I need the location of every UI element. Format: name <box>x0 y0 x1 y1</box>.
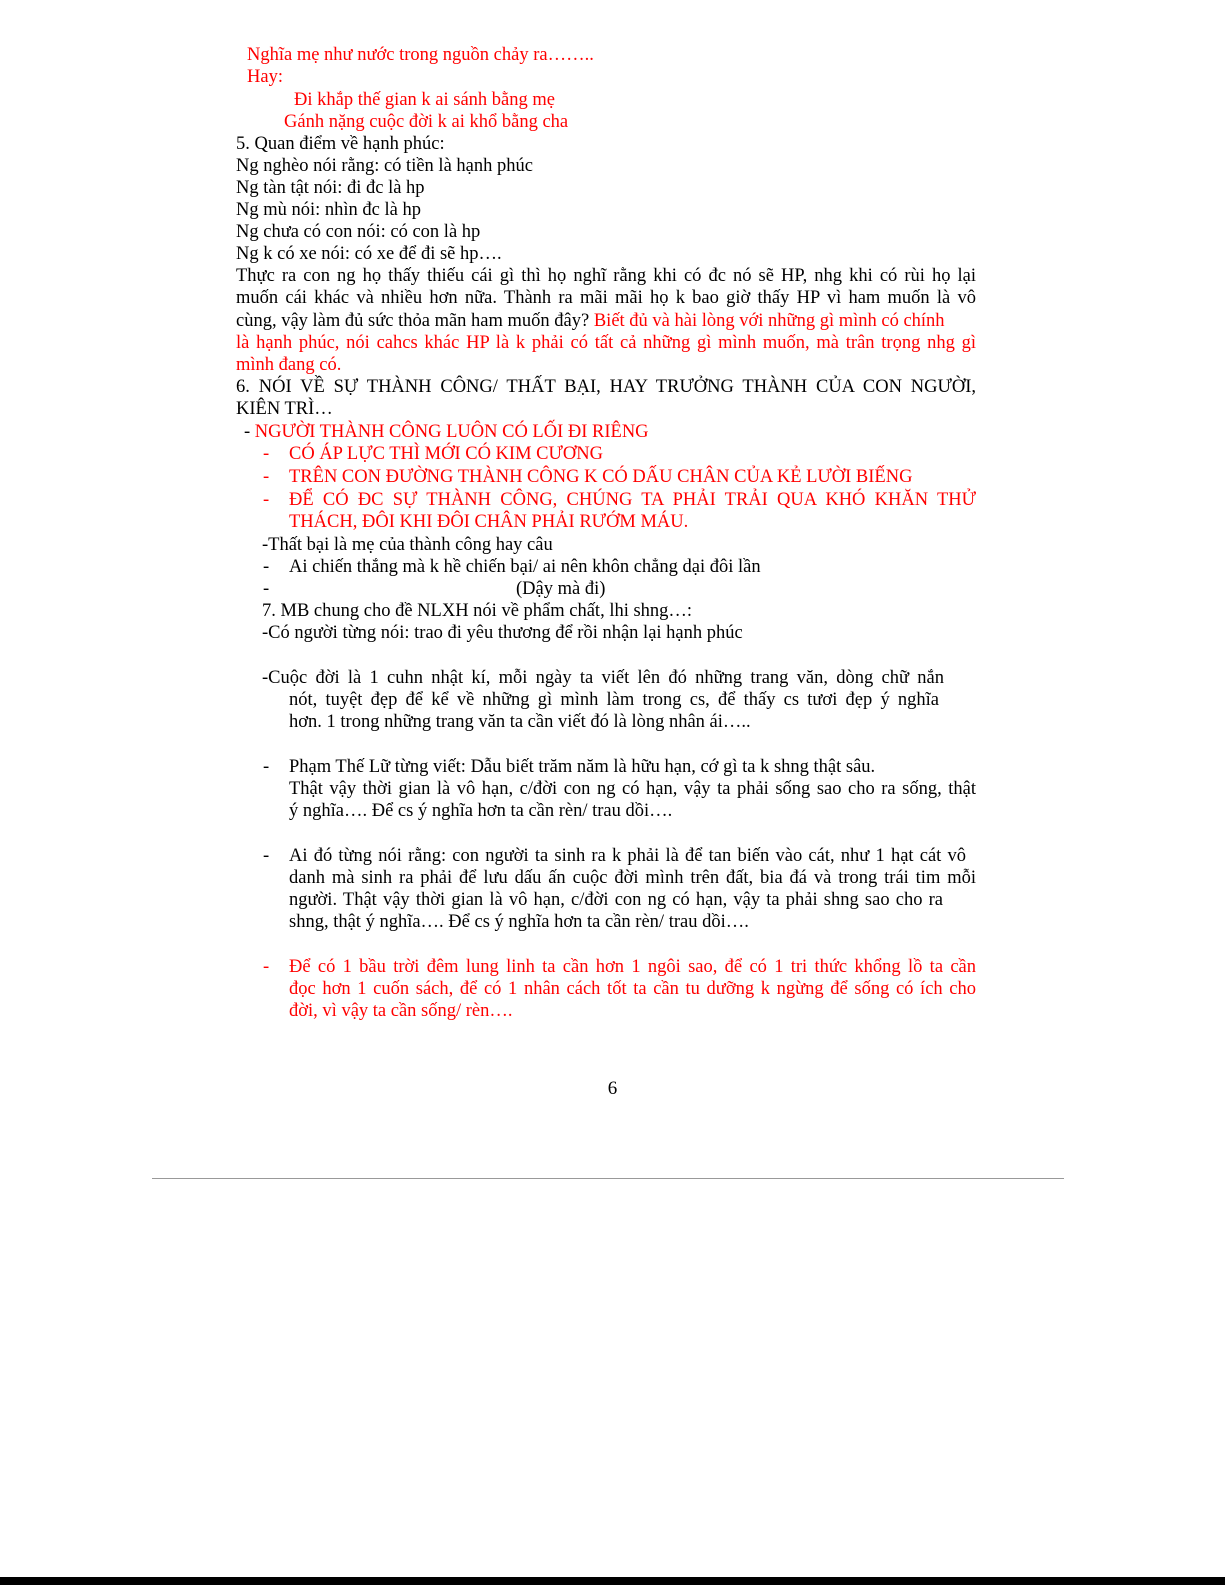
happiness-paragraph-line: mình đang có. <box>236 355 342 375</box>
intro-quote-2-line: -Cuộc đời là 1 cuhn nhật kí, mỗi ngày ta viết lên đó những trang văn, dòng chữ nắn <box>262 668 944 688</box>
dash-bullet: - <box>263 467 270 487</box>
dash-bullet: - <box>263 757 270 777</box>
paragraph-red-text: Biết đủ và hài lòng với những gì mình có chính <box>593 311 945 331</box>
section-6-heading-cont: KIÊN TRÌ… <box>236 399 333 419</box>
dash-bullet: - <box>263 846 270 866</box>
poem-verse-2: Gánh nặng cuộc đời k ai khổ bằng cha <box>284 112 569 132</box>
quote-1-line: Phạm Thế Lữ từng viết: Dẫu biết trăm năm là hữu hạn, cớ gì ta k shng thật sâu. <box>289 757 876 777</box>
quote-2-line: Ai đó từng nói rằng: con người ta sinh ra k phải là để tan biến vào cát, như 1 hạt cát vô <box>289 846 966 866</box>
intro-quote-2-line: hơn. 1 trong những trang văn ta cần viết đó là lòng nhân ái….. <box>289 712 751 732</box>
dash-bullet: - <box>263 444 270 464</box>
happiness-paragraph-line: muốn cái khác và nhiều hơn nữa. Thành ra mãi mãi họ k bao giờ thấy HP vì ham muốn là vô <box>236 288 976 308</box>
section-6-heading: 6. NÓI VỀ SỰ THÀNH CÔNG/ THẤT BẠI, HAY TRƯỞNG THÀNH CỦA CON NGƯỜI, <box>236 377 976 397</box>
intro-quote-2-line: nót, tuyệt đẹp để kể về những gì mình làm trong cs, để thấy cs tươi đẹp ý nghĩa <box>289 690 939 710</box>
section-5-heading: 5. Quan điểm về hạnh phúc: <box>236 134 445 154</box>
paragraph-black-text: cùng, vậy làm đủ sức thỏa mãn ham muốn đây? <box>236 311 590 331</box>
section-7-heading: 7. MB chung cho đề NLXH nói về phẩm chất, lhi shng…: <box>262 601 693 621</box>
poem-line: Nghĩa mẹ như nước trong nguồn chảy ra…….. <box>247 45 594 65</box>
quote-2-line: shng, thật ý nghĩa…. Để cs ý nghĩa hơn ta cần rèn/ trau dồi…. <box>289 912 749 932</box>
failure-line: -Thất bại là mẹ của thành công hay câu <box>262 535 553 555</box>
success-bullet: TRÊN CON ĐƯỜNG THÀNH CÔNG K CÓ DẤU CHÂN CỦA KẺ LƯỜI BIẾNG <box>289 467 913 487</box>
bottom-edge-bar <box>0 1577 1225 1585</box>
happiness-line: Ng k có xe nói: có xe để đi sẽ hp…. <box>236 244 502 264</box>
quote-1-line: ý nghĩa…. Để cs ý nghĩa hơn ta cần rèn/ trau dồi…. <box>289 801 673 821</box>
dash-bullet: - <box>263 579 270 599</box>
success-bullet: ĐỂ CÓ ĐC SỰ THÀNH CÔNG, CHÚNG TA PHẢI TRẢI QUA KHÓ KHĂN THỬ <box>289 490 976 510</box>
dash-bullet: - <box>263 557 270 577</box>
success-bullet-cont: THÁCH, ĐÔI KHI ĐÔI CHÂN PHẢI RƯỚM MÁU. <box>289 512 689 532</box>
quote-2-line: danh mà sinh ra phải để lưu dấu ấn cuộc đời mình trên đất, bia đá và trong trái tim mỗi <box>289 868 976 888</box>
happiness-paragraph-line: Thực ra con ng họ thấy thiếu cái gì thì họ nghĩ rằng khi có đc nó sẽ HP, nhg khi có rùi họ lại <box>236 266 976 286</box>
failure-bullet: (Dậy mà đi) <box>516 579 606 599</box>
quote-2-line: người. Thật vậy thời gian là vô hạn, c/đời con ng có hạn, vậy ta phải shng sao cho ra <box>289 890 943 910</box>
poem-hay: Hay: <box>247 67 283 87</box>
poem-verse-1: Đi khắp thế gian k ai sánh bằng mẹ <box>294 90 555 110</box>
happiness-paragraph-line: là hạnh phúc, nói cahcs khác HP là k phải có tất cả những gì mình muốn, mà trân trọng nhg gì <box>236 333 976 353</box>
success-bullet: CÓ ÁP LỰC THÌ MỚI CÓ KIM CƯƠNG <box>289 444 603 464</box>
dash-bullet: - <box>263 490 270 510</box>
dash-bullet: - <box>263 957 270 977</box>
failure-bullet: Ai chiến thắng mà k hề chiến bại/ ai nên khôn chẳng dại đôi lần <box>289 557 761 577</box>
success-subheading <box>244 421 649 443</box>
happiness-line: Ng mù nói: nhìn đc là hp <box>236 200 421 220</box>
quote-3-line: đời, vì vậy ta cần sống/ rèn…. <box>289 1001 513 1021</box>
quote-3-line: đọc hơn 1 cuốn sách, để có 1 nhân cách tốt ta cần tu dưỡng k ngừng để sống có ích cho <box>289 979 976 999</box>
page-divider <box>152 1178 1064 1179</box>
happiness-line: Ng tàn tật nói: đi đc là hp <box>236 178 425 198</box>
page-number: 6 <box>607 1078 618 1099</box>
happiness-line: Ng chưa có con nói: có con là hp <box>236 222 481 242</box>
dash-bullet: - <box>244 422 251 442</box>
intro-quote-1: -Có người từng nói: trao đi yêu thương để rồi nhận lại hạnh phúc <box>262 623 743 643</box>
success-subheading-text: NGƯỜI THÀNH CÔNG LUÔN CÓ LỐI ĐI RIÊNG <box>254 422 649 442</box>
quote-1-line: Thật vậy thời gian là vô hạn, c/đời con ng có hạn, vậy ta phải sống sao cho ra sống, thật <box>289 779 976 799</box>
quote-3-line: Để có 1 bầu trời đêm lung linh ta cần hơn 1 ngôi sao, để có 1 tri thức khổng lồ ta cần <box>289 957 976 977</box>
happiness-line: Ng nghèo nói rằng: có tiền là hạnh phúc <box>236 156 533 176</box>
happiness-paragraph-line <box>236 310 945 332</box>
